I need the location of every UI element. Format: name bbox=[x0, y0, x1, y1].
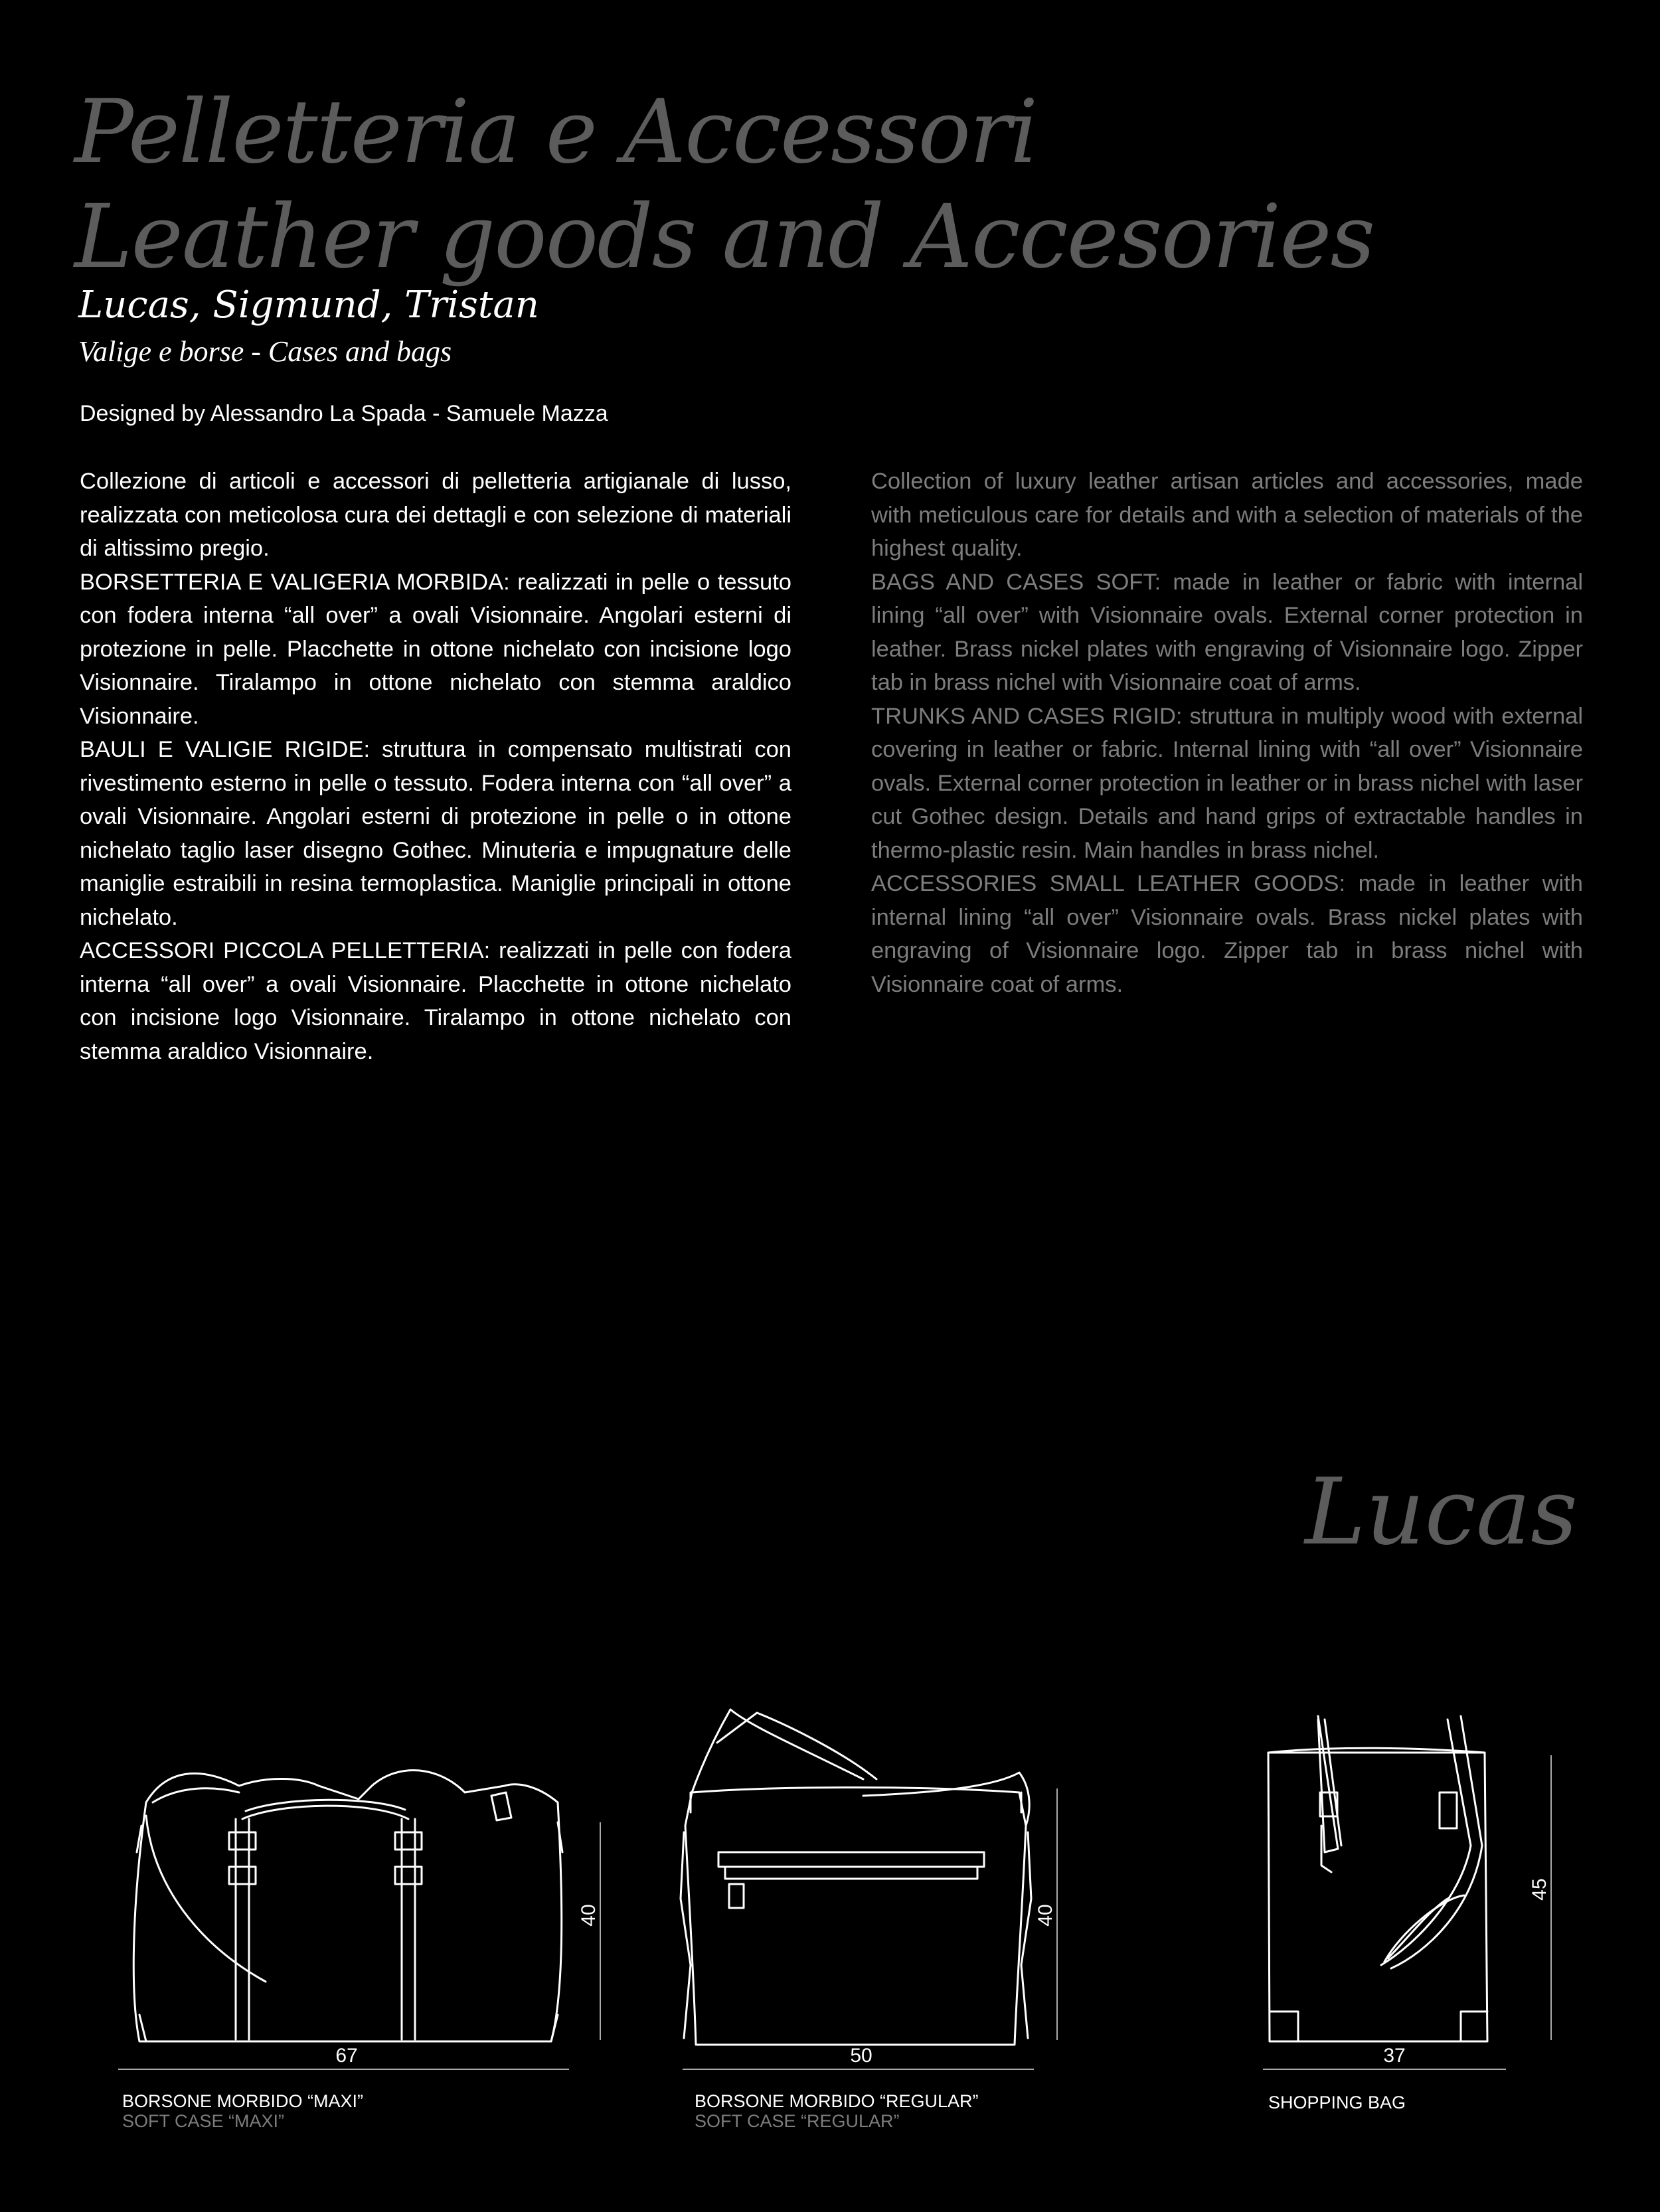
designer-credit: Designed by Alessandro La Spada - Samuele Mazza bbox=[80, 401, 608, 426]
italian-accessories: ACCESSORI PICCOLA PELLETTERIA: realizzati in pelle con fodera interna “all over” a ovali Visionnaire. Placchette in ottone nichelato con incisione logo Visionnaire. Tiralampo in ottone nichelato con stemma araldico Visionnaire. bbox=[80, 938, 791, 1064]
title-english: Leather goods and Accesories bbox=[74, 186, 1374, 288]
italian-intro: Collezione di articoli e accessori di pelletteria artigianale di lusso, realizzata con meticolosa cura dei dettagli e con selezione di materiali di altissimo pregio. bbox=[80, 469, 791, 561]
regular-bag-drawing bbox=[681, 1709, 1031, 2045]
english-soft-bags: BAGS AND CASES SOFT: made in leather or fabric with internal lining “all over” with Visionnaire ovals. External corner protection in leather. Brass nickel plates with engraving of Visionnaire logo. Zipper tab in brass nichel with Visionnaire coat of arms. bbox=[871, 569, 1583, 695]
regular-caption bbox=[695, 2091, 979, 2131]
title-italian: Pelletteria e Accessori bbox=[74, 81, 1037, 183]
regular-name-en: SOFT CASE “REGULAR” bbox=[695, 2111, 900, 2131]
shopping-caption bbox=[1268, 2093, 1406, 2112]
shopping-bag-drawing bbox=[1268, 1716, 1487, 2041]
maxi-name-en: SOFT CASE “MAXI” bbox=[122, 2111, 285, 2131]
shopping-name-it: SHOPPING BAG bbox=[1268, 2093, 1406, 2112]
maxi-height-label: 40 bbox=[578, 1904, 600, 1927]
regular-name-it: BORSONE MORBIDO “REGULAR” bbox=[695, 2091, 979, 2111]
english-rigid-trunks: TRUNKS AND CASES RIGID: struttura in multiply wood with external covering in leather or fabric. Internal lining with “all over” Visionnaire ovals. External corner protection in leather or in brass nichel with laser cut Gothec design. Details and hand grips of extractable handles in thermo-plastic resin. Main handles in brass nichel. bbox=[871, 703, 1583, 863]
regular-width-label: 50 bbox=[850, 2045, 872, 2067]
italian-rigid-trunks: BAULI E VALIGIE RIGIDE: struttura in compensato multistrati con rivestimento esterno in pelle o tessuto. Fodera interna con “all over” a ovali Visionnaire. Angolari esterni di protezione in pelle o in ottone nichelato taglio laser disegno Gothec. Minuteria e impugnature delle maniglie estraibili in resina termoplastica. Maniglie principali in ottone nichelato. bbox=[80, 737, 791, 930]
english-accessories: ACCESSORIES SMALL LEATHER GOODS: made in leather with internal lining “all over” Visionnaire ovals. Brass nickel plates with engraving of Visionnaire logo. Zipper tab in brass nichel with Visionnaire coat of arms. bbox=[871, 871, 1583, 997]
section-title: Lucas bbox=[1305, 1459, 1578, 1565]
shopping-height-label: 45 bbox=[1529, 1878, 1550, 1901]
italian-soft-bags: BORSETTERIA E VALIGERIA MORBIDA: realizzati in pelle o tessuto con fodera interna “all over” a ovali Visionnaire. Angolari esterni di protezione in pelle. Placchette in ottone nichelato con incisione logo Visionnaire. Tiralampo in ottone nichelato con stemma araldico Visionnaire. bbox=[80, 569, 791, 729]
collection-name: Lucas, Sigmund, Tristan bbox=[78, 283, 539, 327]
maxi-width-label: 67 bbox=[335, 2045, 358, 2067]
maxi-caption bbox=[122, 2091, 363, 2131]
maxi-bag-drawing bbox=[133, 1771, 562, 2041]
regular-height-label: 40 bbox=[1035, 1904, 1056, 1927]
shopping-width-label: 37 bbox=[1383, 2045, 1406, 2067]
maxi-name-it: BORSONE MORBIDO “MAXI” bbox=[122, 2091, 364, 2111]
english-intro: Collection of luxury leather artisan articles and accessories, made with meticulous care for details and with a selection of materials of the highest quality. bbox=[871, 469, 1583, 561]
category-label: Valige e borse - Cases and bags bbox=[78, 335, 452, 368]
